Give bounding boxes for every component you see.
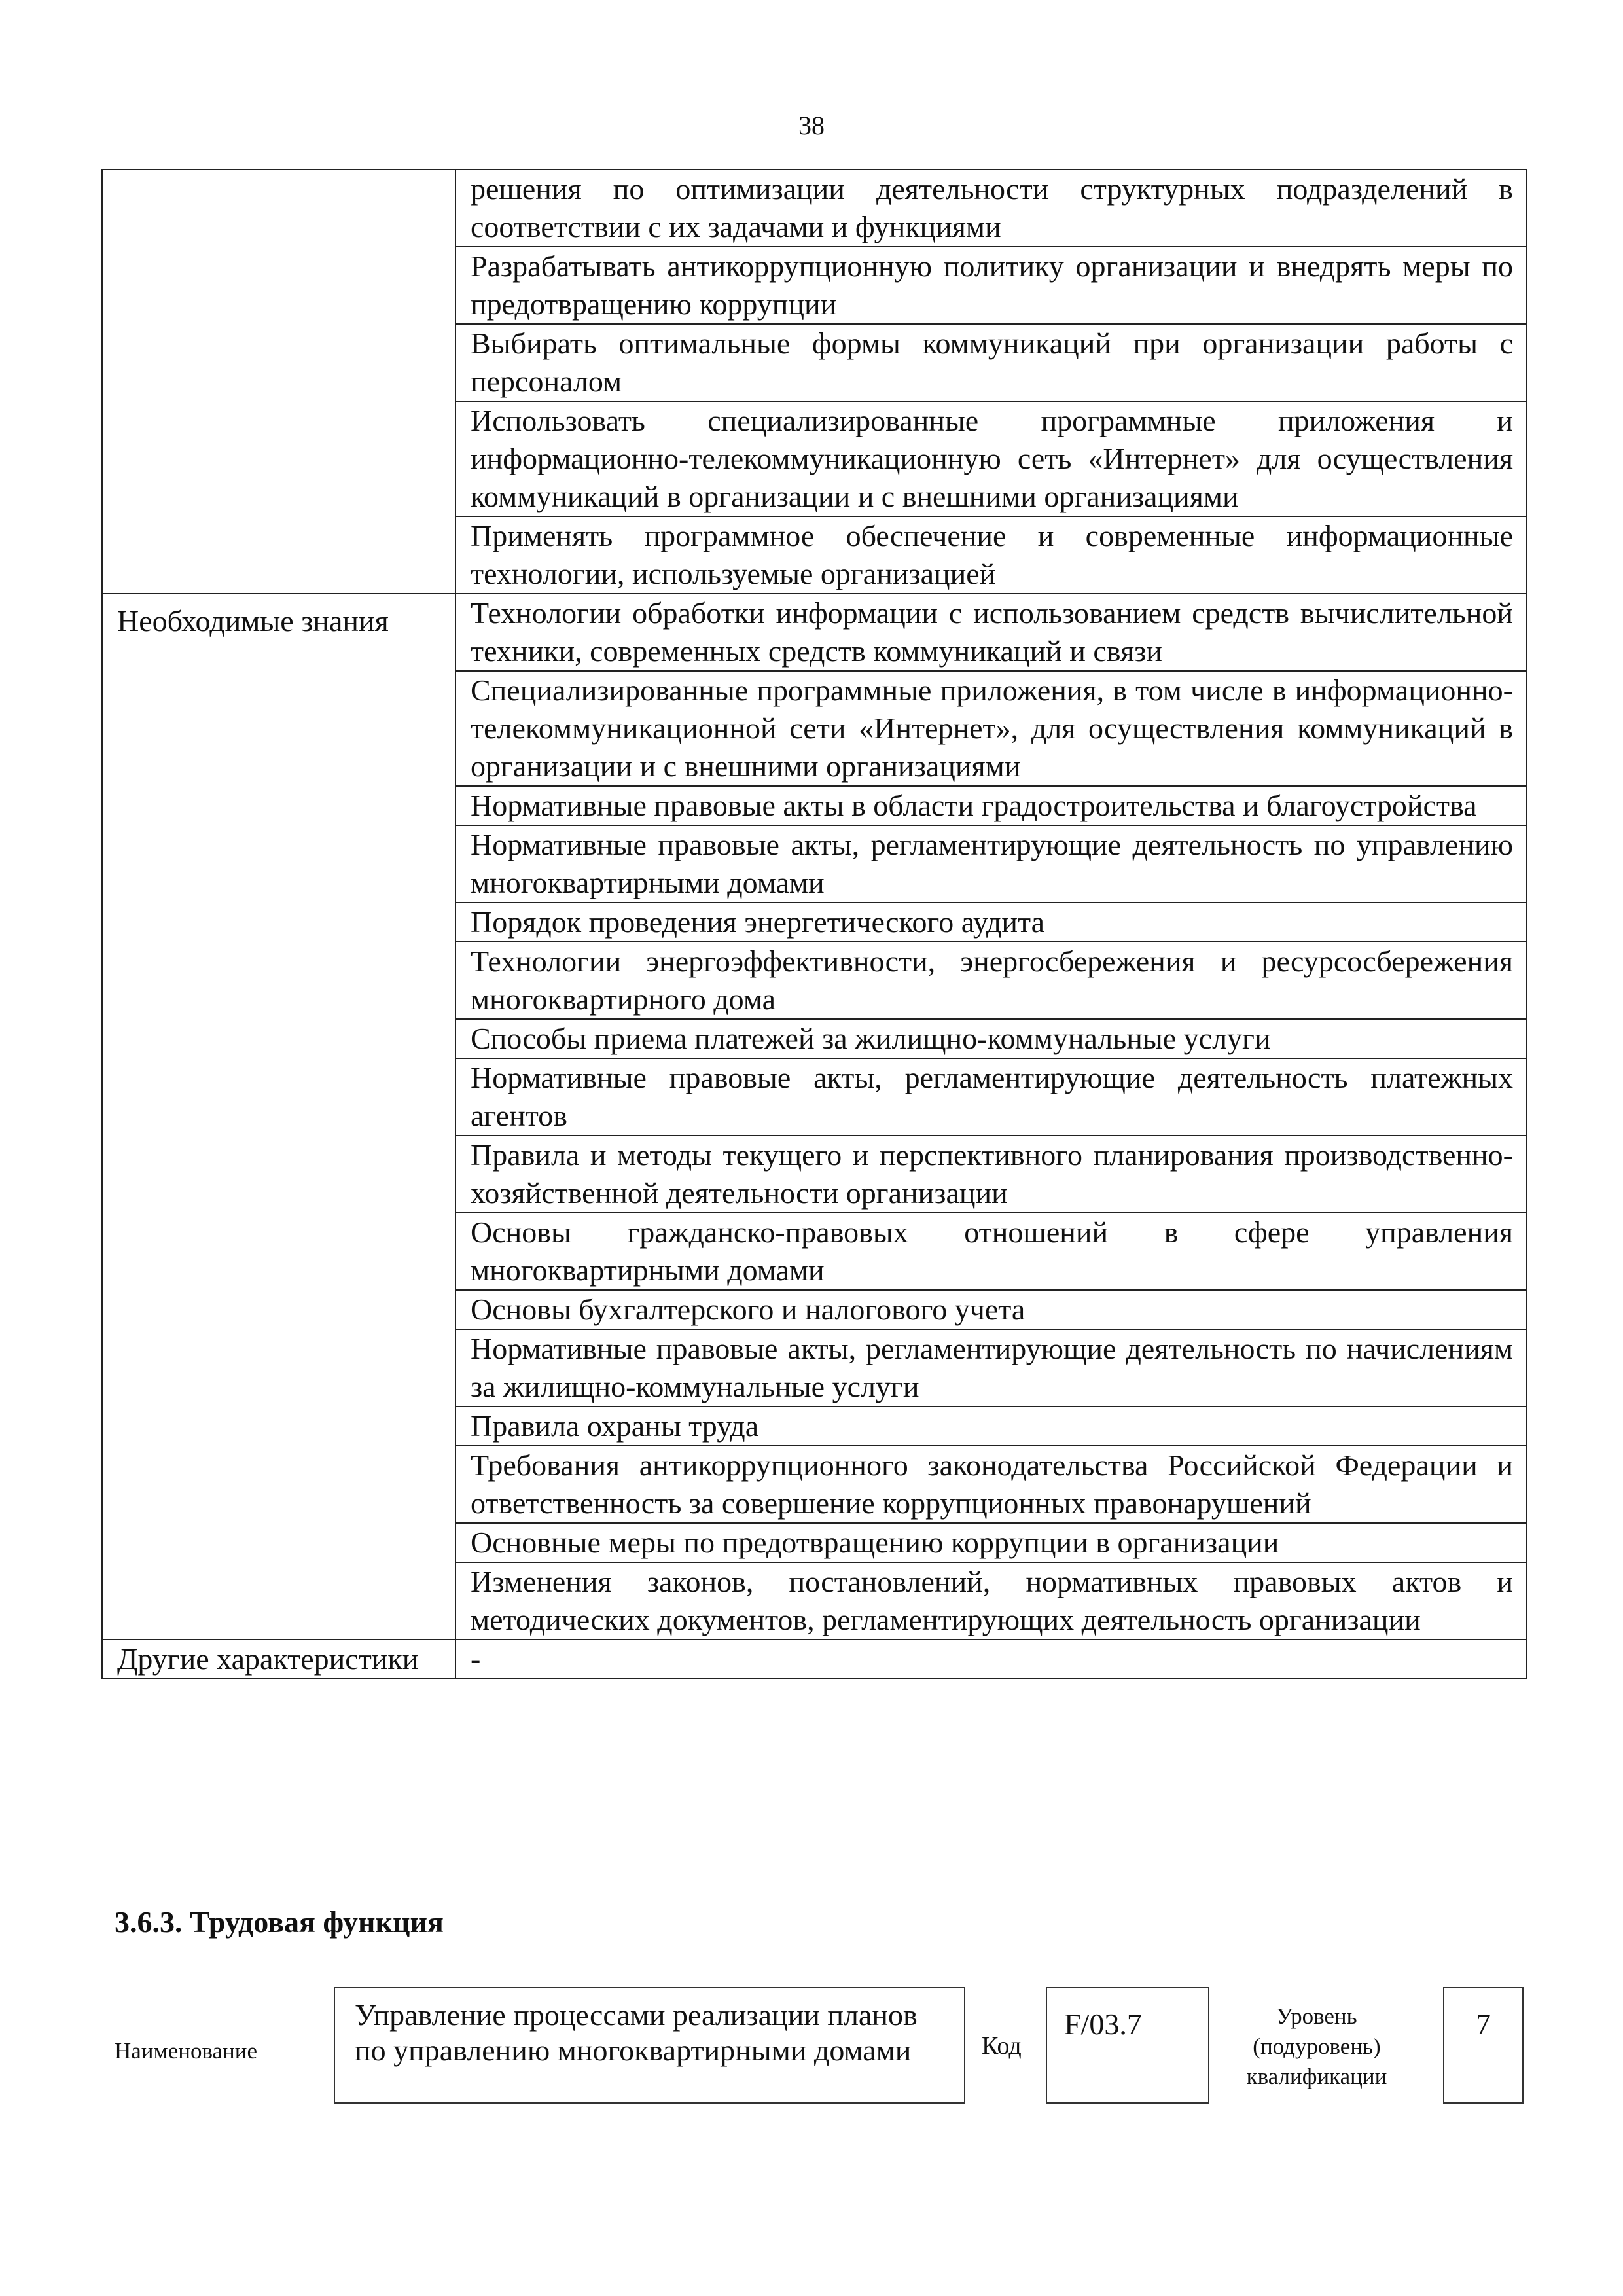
level-label-line: Уровень <box>1276 2003 1357 2029</box>
function-name: Управление процессами реализации планов по управлению многоквартирными домами <box>355 1998 918 2067</box>
knowledge-item: Технологии обработки информации с использованием средств вычислительной техники, современных средств коммуникаций и связи <box>455 594 1527 671</box>
code-box <box>1046 1987 1209 2104</box>
function-name-box <box>334 1987 965 2104</box>
knowledge-item: Нормативные правовые акты, регламентирующие деятельность платежных агентов <box>455 1058 1527 1136</box>
skill-item: Использовать специализированные программные приложения и информационно-телекоммуникационную сеть «Интернет» для осуществления коммуникаций в организации и с внешними организациями <box>455 401 1527 516</box>
section-heading: 3.6.3. Трудовая функция <box>115 1905 444 1939</box>
table-row <box>102 594 1527 671</box>
skill-item: Разрабатывать антикоррупционную политику организации и внедрять меры по предотвращению коррупции <box>455 247 1527 324</box>
knowledge-label: Необходимые знания <box>102 594 455 1640</box>
knowledge-item: Правила охраны труда <box>455 1407 1527 1446</box>
knowledge-item: Основные меры по предотвращению коррупции в организации <box>455 1523 1527 1562</box>
code-label: Код <box>982 2032 1022 2060</box>
knowledge-item: Нормативные правовые акты, регламентирующие деятельность по начислениям за жилищно-коммунальные услуги <box>455 1329 1527 1407</box>
level-label-line: квалификации <box>1246 2064 1387 2089</box>
level-label-line: (подуровень) <box>1253 2034 1381 2059</box>
knowledge-item: Требования антикоррупционного законодательства Российской Федерации и ответственность за совершение коррупционных правонарушений <box>455 1446 1527 1523</box>
qualification-level-label <box>1219 2001 1415 2092</box>
knowledge-item: Способы приема платежей за жилищно-коммунальные услуги <box>455 1019 1527 1058</box>
knowledge-item: Нормативные правовые акты, регламентирующие деятельность по управлению многоквартирными домами <box>455 825 1527 903</box>
table-row <box>102 1640 1527 1679</box>
knowledge-item: Основы бухгалтерского и налогового учета <box>455 1290 1527 1329</box>
knowledge-item: Основы гражданско-правовых отношений в сфере управления многоквартирными домами <box>455 1213 1527 1290</box>
skill-item: Применять программное обеспечение и современные информационные технологии, используемые организацией <box>455 516 1527 594</box>
level-value: 7 <box>1476 2007 1491 2041</box>
code-value: F/03.7 <box>1064 2007 1142 2041</box>
competency-table <box>101 169 1527 1679</box>
skills-label-cell <box>102 170 455 594</box>
knowledge-item: Нормативные правовые акты в области градостроительства и благоустройства <box>455 786 1527 825</box>
other-characteristics-value: - <box>455 1640 1527 1679</box>
page-number: 38 <box>798 111 825 140</box>
knowledge-item: Изменения законов, постановлений, нормативных правовых актов и методических документов, регламентирующих деятельность организации <box>455 1562 1527 1640</box>
name-label: Наименование <box>115 2038 258 2064</box>
knowledge-item: Специализированные программные приложения, в том числе в информационно-телекоммуникационной сети «Интернет», для осуществления коммуникаций в организации и с внешними организациями <box>455 671 1527 786</box>
skill-item: Выбирать оптимальные формы коммуникаций при организации работы с персоналом <box>455 324 1527 401</box>
skill-item: решения по оптимизации деятельности структурных подразделений в соответствии с их задачами и функциями <box>455 170 1527 247</box>
level-box <box>1443 1987 1524 2104</box>
table-row <box>102 170 1527 247</box>
knowledge-item: Правила и методы текущего и перспективного планирования производственно-хозяйственной деятельности организации <box>455 1136 1527 1213</box>
knowledge-item: Технологии энергоэффективности, энергосбережения и ресурсосбережения многоквартирного дома <box>455 942 1527 1019</box>
other-characteristics-label: Другие характеристики <box>102 1640 455 1679</box>
knowledge-item: Порядок проведения энергетического аудита <box>455 903 1527 942</box>
